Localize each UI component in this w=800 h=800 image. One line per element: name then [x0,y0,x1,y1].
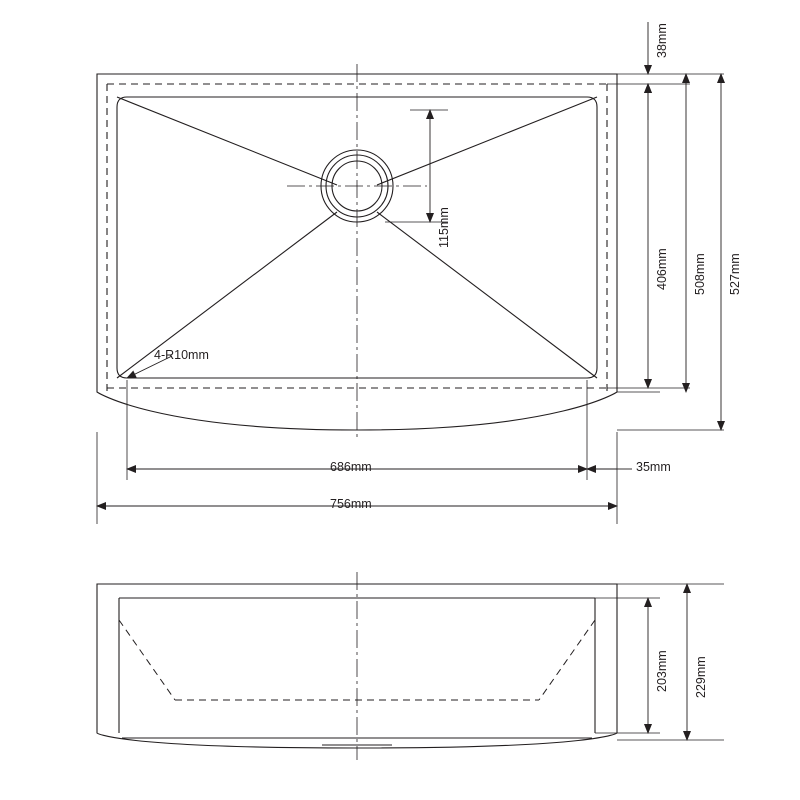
label-203mm: 203mm [655,650,669,692]
label-229mm: 229mm [694,656,708,698]
label-35mm: 35mm [636,460,671,474]
label-corner-radius: 4-R10mm [154,348,209,362]
label-115mm: 115mm [437,207,451,248]
label-527mm: 527mm [728,253,742,295]
dimension-115mm [385,110,448,222]
center-lines-top [287,64,427,440]
label-686mm: 686mm [330,460,372,474]
label-406mm: 406mm [655,248,669,290]
label-756mm: 756mm [330,497,372,511]
label-508mm: 508mm [693,253,707,295]
label-38mm: 38mm [655,23,669,58]
